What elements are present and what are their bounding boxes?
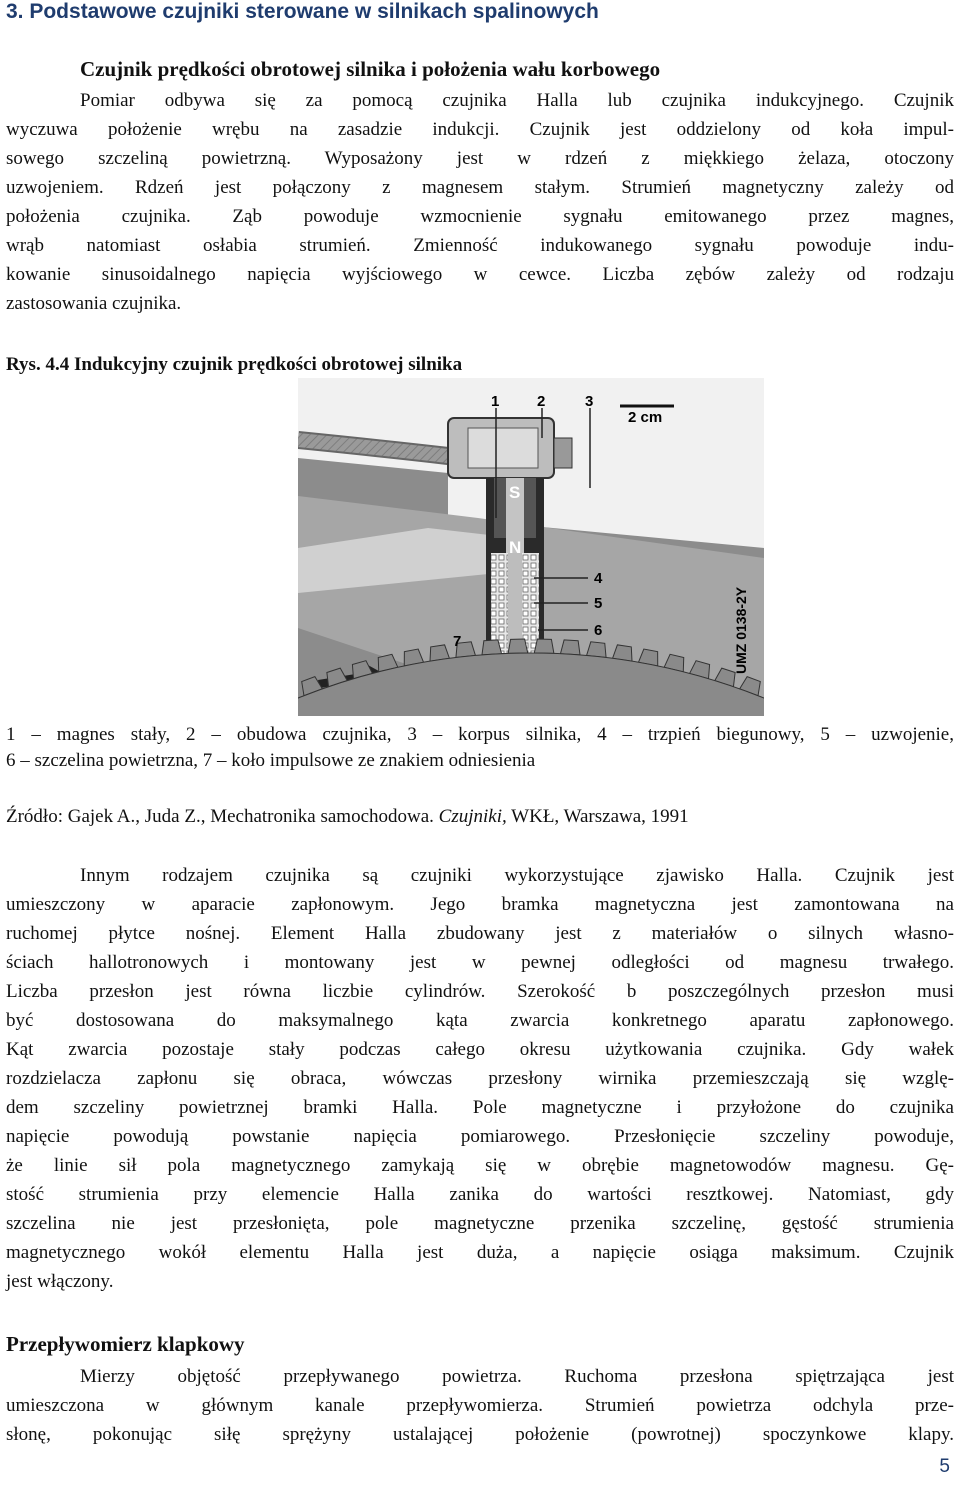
text-line: Kąt zwarcia pozostaje stały podczas całego okresu użytkowania czujnika. Gdy wałek <box>6 1039 954 1060</box>
scale-label: 2 cm <box>628 409 663 426</box>
text-line: stość strumienia przy elemencie Halla zanika do wartości resztkowej. Natomiast, gdy <box>6 1184 954 1205</box>
text-line: dem szczeliny powietrznej bramki Halla. Pole magnetyczne i przyłożone do czujnika <box>6 1097 954 1118</box>
crank-sensor-heading: Czujnik prędkości obrotowej silnika i położenia wału korbowego <box>80 57 661 81</box>
source-prefix: Źródło: Gajek A., Juda Z., Mechatronika samochodowa. <box>6 806 439 827</box>
label-6: 6 <box>594 622 603 639</box>
text-line: rozdzielacza zapłonu się obraca, wówczas przesłony wirnika przemieszczają się wzglę- <box>6 1068 954 1089</box>
figure-code: UMZ 0138-2Y <box>733 586 749 674</box>
text-line: magnetycznego wokół elementu Halla jest duża, a napięcie osiąga maksimum. Czujnik <box>6 1242 954 1263</box>
text-line: umieszczona w głównym kanale przepływomierza. Strumień powietrza odchyla prze- <box>6 1395 954 1416</box>
text-line: wrąb natomiast osłabia strumień. Zmienność indukowanego sygnału powoduje indu- <box>6 235 954 256</box>
text-line: sowego szczeliną powietrzną. Wyposażony jest w rdzeń z miękkiego żelaza, otoczony <box>6 148 954 169</box>
figure-caption: Rys. 4.4 Indukcyjny czujnik prędkości obrotowej silnika <box>6 354 463 375</box>
source-suffix: WKŁ, Warszawa, 1991 <box>506 806 689 827</box>
text-line: jest włączony. <box>6 1271 114 1292</box>
text-line: Innym rodzajem czujnika są czujniki wykorzystujące zjawisko Halla. Czujnik jest <box>80 865 954 886</box>
wheel-tooth <box>560 640 580 655</box>
text-line: słonę, pokonując siłę sprężyny ustalającej położenie (powrotnej) spoczynkowe klapy. <box>6 1424 954 1445</box>
text-line: Pomiar odbywa się za pomocą czujnika Halla lub czujnika indukcyjnego. Czujnik <box>80 90 954 111</box>
figure-source <box>6 802 954 831</box>
text-line: Mierzy objętość przepływanego powietrza. Ruchoma przesłona spiętrzająca jest <box>80 1366 954 1387</box>
source-italic: Czujniki, <box>438 806 507 827</box>
label-3: 3 <box>585 393 594 410</box>
text-line: zastosowania czujnika. <box>6 293 182 314</box>
text-line: uzwojeniem. Rdzeń jest połączony z magnesem stałym. Strumień magnetyczny zależy od <box>6 177 954 198</box>
text-line: ściach hallotronowych i montowany jest w pewnej odległości od magnesu trwałego. <box>6 952 954 973</box>
wheel-tooth <box>482 640 502 655</box>
figure-legend-line: 6 – szczelina powietrzna, 7 – koło impulsowe ze znakiem odniesienia <box>6 750 536 771</box>
text-line: że linie sił pola magnetycznego zamykają się w obrębie magnetowodów magnesu. Gę- <box>6 1155 954 1176</box>
label-1: 1 <box>491 393 500 410</box>
text-line: być dostosowana do maksymalnego kąta zwarcia konkretnego aparatu zapłonowego. <box>6 1010 954 1031</box>
text-line: położenia czujnika. Ząb powoduje wzmocnienie sygnału emitowanego przez magnes, <box>6 206 954 227</box>
pole-s-label: S <box>509 483 521 502</box>
text-line: ruchomej płytce nośnej. Element Halla zbudowany jest z materiałów o silnych własno- <box>6 923 954 944</box>
label-7: 7 <box>453 633 462 650</box>
figure-legend-line: 1 – magnes stały, 2 – obudowa czujnika, 3 – korpus silnika, 4 – trzpień biegunowy, 5 – uzwojenie, <box>6 724 954 745</box>
text-line: umieszczony w aparacie zapłonowym. Jego bramka magnetyczna jest zamontowana na <box>6 894 954 915</box>
text-line: wyczuwa położenie wrębu na zasadzie indukcji. Czujnik jest oddzielony od koła impul- <box>6 119 954 140</box>
flowmeter-heading: Przepływomierz klapkowy <box>6 1332 245 1356</box>
text-line: szczelina nie jest przesłonięta, pole magnetyczne przenika szczelinę, gęstość strumienia <box>6 1213 954 1234</box>
label-2: 2 <box>537 393 546 410</box>
label-4: 4 <box>594 570 603 587</box>
pole-n-label: N <box>509 538 522 557</box>
section-heading: 3. Podstawowe czujniki sterowane w silnikach spalinowych <box>6 0 599 23</box>
wheel-tooth <box>534 639 554 653</box>
text-line: kowanie sinusoidalnego napięcia wyjściowego w cewce. Liczba zębów zależy od rodzaju <box>6 264 954 285</box>
page-number: 5 <box>939 1456 950 1477</box>
label-5: 5 <box>594 595 603 612</box>
text-line: Liczba przesłon jest równa liczbie cylindrów. Szerokość b poszczególnych przesłon musi <box>6 981 954 1002</box>
inductive-sensor-figure <box>298 378 764 716</box>
text-line: napięcie powodują powstanie napięcia pomiarowego. Przesłonięcie szczeliny powoduje, <box>6 1126 954 1147</box>
wheel-tooth <box>508 639 528 653</box>
